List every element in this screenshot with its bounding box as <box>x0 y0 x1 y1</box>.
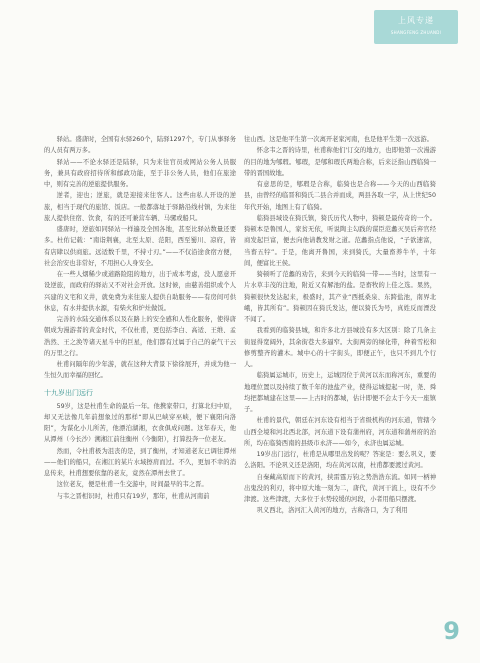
page-number: 9 <box>443 617 460 645</box>
left-text-column <box>44 134 236 502</box>
body-paragraph: 然而，令杜甫极为沮丧的是，到了衡州，才知道老友已调往潭州——他们的船只，在湘江的某片水域擦肩而过。不久，更加不幸的消息传来，杜甫想要依靠的老友，竟然在潭州去世了。 <box>44 447 236 477</box>
body-paragraph: 这位老友，便是杜甫一生交游中，时间最早的韦之晋。 <box>56 481 208 489</box>
body-paragraph: 杜甫问隔年的少年游，就在这种大背景下徐徐展开，并成为他一生恒久而幸福的回忆。 <box>44 361 236 380</box>
body-paragraph: 驿站。盛唐时，全国有水驿260个，陆驿1297个，专门从事驿务的人员有两万多。 <box>44 136 236 155</box>
column-title: 上风专递 <box>398 16 434 25</box>
body-paragraph: 自秦藏高原而下的黄河，挟雷霆万钧之势浩浩东流。如同一柄神出鬼没的利刃，将中原大地一刻为二，唐代，黄河干流上，设有不少津渡。这些津渡，大多位于水势较缓的河段，小者用船只摆渡。 <box>244 473 436 503</box>
body-paragraph: 临猗属运城市，历史上，运城因位于黄河以东而称河东，重要的地理位置以及持续了数千年的池盐产业，使得运城提起一时，尧、舜均把都城建在这里——上古时的都城，估计即便不会太于今天一座镇子。 <box>244 372 436 413</box>
right-text-column <box>244 134 436 517</box>
body-paragraph: 临猗县域设在猗氏镇，猗氏历代人物中，猗顿是最传奇的一个。猗顿本是鲁国人，家贫无依，听说陶主勾践的谋臣范蠡灭吴后弃官经商发起巨富，便去向他请教发财之道。范蠡指点他说，“子欲速富，当畜五牸”。于是，他离开鲁国，来到猗氏，大量畜养牛羊，十年间，便富比王侯。 <box>244 214 436 267</box>
body-paragraph: 完善的水陆交通体系以及在路上的安全感和人性化服务，使得唐朝成为漫游者的黄金时代，不仅杜甫，更包括李白、高适、王维、孟浩然、王之涣等诸天星斗中的巨星，他们都有过属于自己的豪气干云的万里之行。 <box>44 316 236 357</box>
body-paragraph: 在一些人烟稀少或道路险阻的地方，出于成本考虑，没人愿意开设逆旅，而政府的驿站又不对社会开放。这时候，由慈善组织或个人兴建的义宅和义井，就免费为来往旅人提供自助服务——有房间可供休息，有水井提供水源，有柴火和炉灶做饭。 <box>44 271 236 312</box>
column-subtitle: SHANGFENG ZHUANDI <box>390 30 442 35</box>
body-paragraph: 逆者，迎也；逆旅，就是迎接来往客人。这些由私人开设的逆旅，相当于现代的旅馆、饭店。一般都落址于驿路沿线村镇，为来往旅人提供住宿、饮食，有的还可兼营车辆、马骡或船只。 <box>44 192 236 222</box>
body-paragraph: 有意思的是，郇瑕是合称，临猗也是合称——今天的山西临猗县，由曾经的临晋和猗氏二县合并而成，两县各取一字，从上世纪50年代开始，地图上有了临猗。 <box>244 181 436 211</box>
body-paragraph: 巩义西北，洛河汇入黄河的地方，古称洛口，为了利用 <box>256 507 408 515</box>
body-paragraph: 驿站——不论水驿还是陆驿，只为来往官员或网站公务人员服务，兼具有政府招待所和邮政功能，至于非公务人员，他们在旅途中，则有完善的逆旅提供服务。 <box>44 158 236 188</box>
body-paragraph: 猗顿听了范蠡的劝告，来到今天的临猗一带——当时，这里有一片水草丰茂的注地，附近又有解池的盐。是畜牧的上佳之选。果然，猗顿很快发达起来，极盛时，其产业“西抵桑泉、东跨盐池，南界北峨，皆其所有”。猗顿因在猗氏发达，便以猗氏为号，真姓反而湮没不闻了。 <box>244 271 436 323</box>
body-paragraph: 盛唐时，逆旅如同驿站一样遍及全国各地，甚至比驿站数量还要多。杜佑记载：“南诣荆襄，北至太原、范阳，西至蜀川、凉府，皆有店肆以供商旅。远适数千里，不持寸刃。”——不仅沿途食宿方便，社会治安也非常好，不用担心人身安全。 <box>44 226 236 267</box>
body-paragraph: 59岁，这是杜甫生命的最后一年。他携家带口，打算北归中原，却又无法像几年前想象过的那样“即从巴峡穿巫峡，便下襄阳向洛阳”，为谋化小儿所苦，他漂泊湖湘，衣食俱成问题。这年春天，他从潭州（今长沙）溯湘江前往衡州（今衡阳），打算投奔一位老友。 <box>44 402 236 444</box>
body-paragraph: 往山西。这是他平生第一次离开老家河南，也是他平生第一次远游。 <box>244 136 433 143</box>
body-paragraph: 与韦之晋相识时，杜甫只有19岁，那年，杜甫从河南前 <box>56 492 210 500</box>
column-header-badge <box>374 10 458 44</box>
section-heading: 十九岁出门远行 <box>44 388 93 397</box>
body-paragraph: 我看到的临猗县城，和许多北方县城没有多大区别：除了几条主街显得宽阔外，其余街巷大多逼窄。大街两旁的绿化带，种着雪松和修剪整齐的灌木。城中心的十字街头，即便正午，也只不到几个行人。 <box>244 327 436 368</box>
body-paragraph: 怀念韦之晋的诗里，杜甫称他们'订交的地方，也即他第一次漫游的目的地为郇瑕。郇瑕，是郇和瑕氏两地合称，后来泛指山西临猗一带的晋国故地。 <box>244 147 436 177</box>
body-paragraph: 19岁出门远行，杜甫是从哪里出发的呢？答案是：要么巩义，要么洛阳。不论巩义还是洛阳，均在黄河以南，杜甫都要渡过黄河。 <box>244 451 436 470</box>
body-paragraph: 杜甫的景代，朝廷在河东设有相当于省级机构的河东道，管辖今山西全境和河北西北部，河东道下设有蒲州府，河东道和蒲州府的治所，均在临猗西南的县级市永济——如今，永济也属运城。 <box>244 417 436 447</box>
